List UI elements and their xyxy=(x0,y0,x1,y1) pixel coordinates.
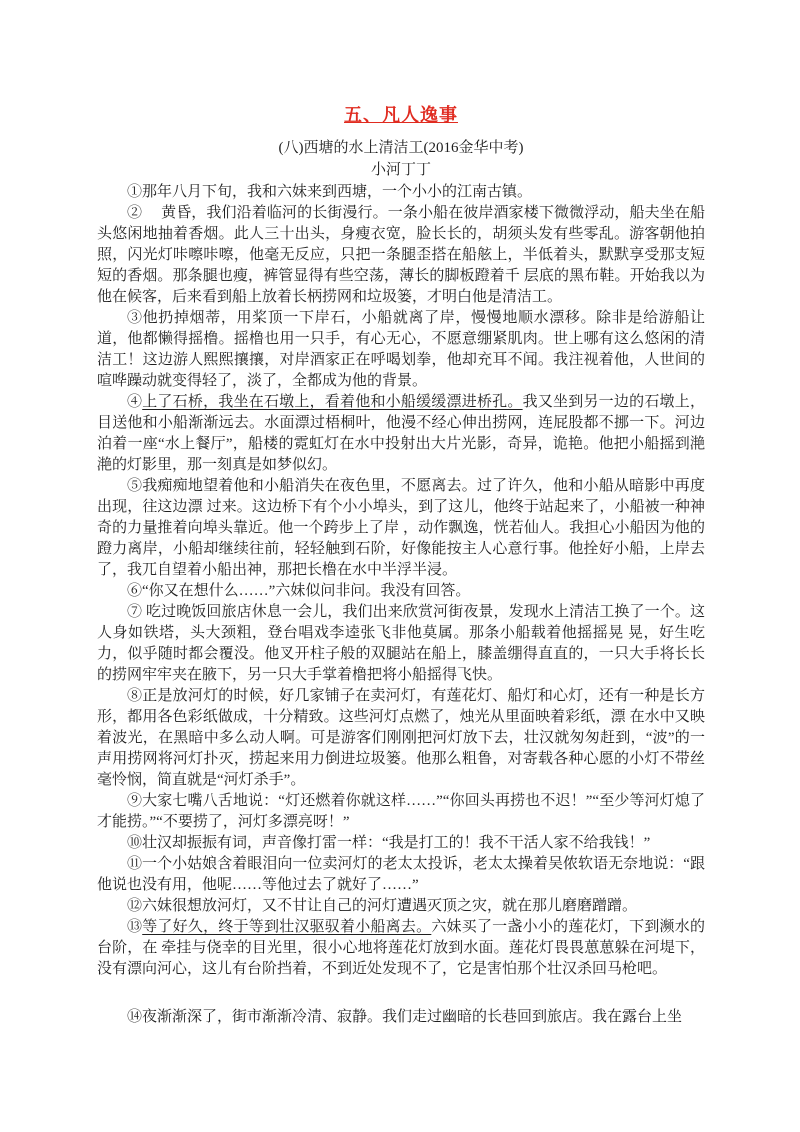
paragraph xyxy=(97,917,705,980)
text-run: ⑧正是放河灯的时候，好几家铺子在卖河灯，有莲花灯、船灯和心灯，还有一种是长方形，都用各色彩纸做成，十分精致。这些河灯点燃了，烛光从里面映着彩纸，漂 在水中又映着波光，在黑暗中多么动人啊。可是游客们刚刚把河灯放下去，壮汉就匆匆赶到，“波”的一声用捞网将河灯扑灭，捞起来用力倒进垃圾篓。他那么粗鲁，对寄载各种心愿的小灯不带丝毫怜悯，简直就是“河灯杀手”。 xyxy=(97,688,705,788)
text-run: ④ xyxy=(127,394,143,410)
paragraph xyxy=(97,602,705,686)
paragraph xyxy=(97,854,705,896)
text-run: ⑦ 吃过晚饭回旅店休息一会儿，我们出来欣赏河街夜景，发现水上清洁工换了一个。这人身如铁塔，头大颈粗，登台唱戏李逵张飞非他莫属。那条小船载着他摇摇晃 晃，好生吃力，似乎随时都会覆没。他叉开柱子般的双腿站在船上，膝盖绷得直直的，一只大手将长长的捞网牢牢夹在腋下，另一只大手掌着橹把将小船摇得飞快。 xyxy=(97,604,705,683)
underlined-text: 等了好久，终于等到壮汉驱驭着小船离去。 xyxy=(142,919,432,935)
text-run: ①那年八月下旬，我和六妹来到西塘，一个小小的江南古镇。 xyxy=(127,184,533,200)
text-run: ③他扔掉烟蒂，用桨顶一下岸石，小船就离了岸，慢慢地顺水漂移。除非是给游船让道，他都懒得摇橹。摇橹也用一只手，有心无心，不愿意绷紧肌肉。世上哪有这么悠闲的清洁工！这边游人熙熙攘攘，对岸酒家正在呼喝划拳，他却充耳不闻。我注视着他，人世间的喧哗躁动就变得轻了，淡了，全都成为他的背景。 xyxy=(97,310,705,389)
paragraph xyxy=(97,581,705,602)
underlined-text: 上了石桥，我坐在石墩上，看着他和小船缓缓漂进桥孔。 xyxy=(142,394,523,410)
passage-subtitle: (八)西塘的水上清洁工(2016金华中考) xyxy=(278,140,524,156)
paragraph xyxy=(97,1007,705,1028)
paragraph xyxy=(97,392,705,476)
text-run: ⑫六妹很想放河灯，又不甘让自己的河灯遭遇灭顶之灾，就在那儿磨磨蹭蹭。 xyxy=(127,898,638,914)
author-byline: 小河丁丁 xyxy=(370,162,431,178)
text-run: ⑥“你又在想什么……”六妹似问非问。我没有回答。 xyxy=(127,583,471,599)
paragraph xyxy=(97,686,705,791)
text-run: ⑪一个小姑娘含着眼泪向一位卖河灯的老太太投诉，老太太操着吴侬软语无奈地说：“跟他说也没有用，他呢……等他过去了就好了……” xyxy=(97,856,705,893)
paragraph xyxy=(97,476,705,581)
paragraph xyxy=(97,203,705,308)
text-run: ⑭夜渐渐深了，街市渐渐冷清、寂静。我们走过幽暗的长巷回到旅店。我在露台上坐 xyxy=(127,1009,683,1025)
text-run: 六妹买了一盏小小的莲花灯，下到濒水的台阶，在 牵挂与侥幸的目光里，很小心地将莲花灯放到水面。莲花灯畏畏葸葸躲在河堤下，没有漂向河心，这儿有台阶挡着，不到近处发现不了，它是害怕那个壮汉杀回马枪吧。 xyxy=(97,919,705,977)
paragraph xyxy=(97,182,705,203)
page-title: 五、凡人逸事 xyxy=(344,105,458,125)
text-run: ⑤我痴痴地望着他和小船消失在夜色里，不愿离去。过了许久，他和小船从暗影中再度出现，往这边漂 过来。这边桥下有个小小埠头，到了这儿，他终于站起来了，小船被一种神奇的力量推着向埠头靠近。他一个跨步上了岸 ，动作飘逸，恍若仙人。我担心小船因为他的蹬力离岸，小船却继续往前，轻轻触到石阶，好像能按主人心意行事。他拴好小船，上岸去了，我兀自望着小船出神，那把长橹在水中半浮半浸。 xyxy=(97,478,705,578)
text-run: ⑨大家七嘴八舌地说：“灯还燃着你就这样……”“你回头再捞也不迟！”“至少等河灯熄了才能捞。”“不要捞了，河灯多漂亮呀！” xyxy=(97,793,705,830)
text-run: ⑬ xyxy=(127,919,143,935)
paragraph xyxy=(97,896,705,917)
text-run: ⑩壮汉却振振有词，声音像打雷一样：“我是打工的！我不干活人家不给我钱！” xyxy=(127,835,651,851)
article-body xyxy=(97,182,705,1028)
text-run: ② 黄昏，我们沿着临河的长街漫行。一条小船在彼岸酒家楼下微微浮动，船夫坐在船头悠闲地抽着香烟。此人三十出头，身瘦衣宽，脸长长的，胡须头发有些零乱。游客朝他拍照，闪光灯咔嚓咔嚓，他毫无反应，只把一条腿歪搭在船舷上，半低着头，默默享受那支短短的香烟。那条腿也瘦，裤管显得有些空荡，薄长的脚板蹬着千 层底的黑布鞋。开始我以为他在候客，后来看到船上放着长柄捞网和垃圾篓，才明白他是清洁工。 xyxy=(97,205,705,305)
paragraph xyxy=(97,833,705,854)
paragraph xyxy=(97,791,705,833)
paragraph xyxy=(97,308,705,392)
text-run: 我又坐到另一边的石墩上，目送他和小船渐渐远去。水面漂过梧桐叶，他漫不经心伸出捞网，连屁股都不挪一下。河边泊着一座“水上餐厅”，船楼的霓虹灯在水中投射出大片光影，奇异，诡艳。他把小船摇到滟滟的灯影里，那一刻真是如梦似幻。 xyxy=(97,394,705,473)
